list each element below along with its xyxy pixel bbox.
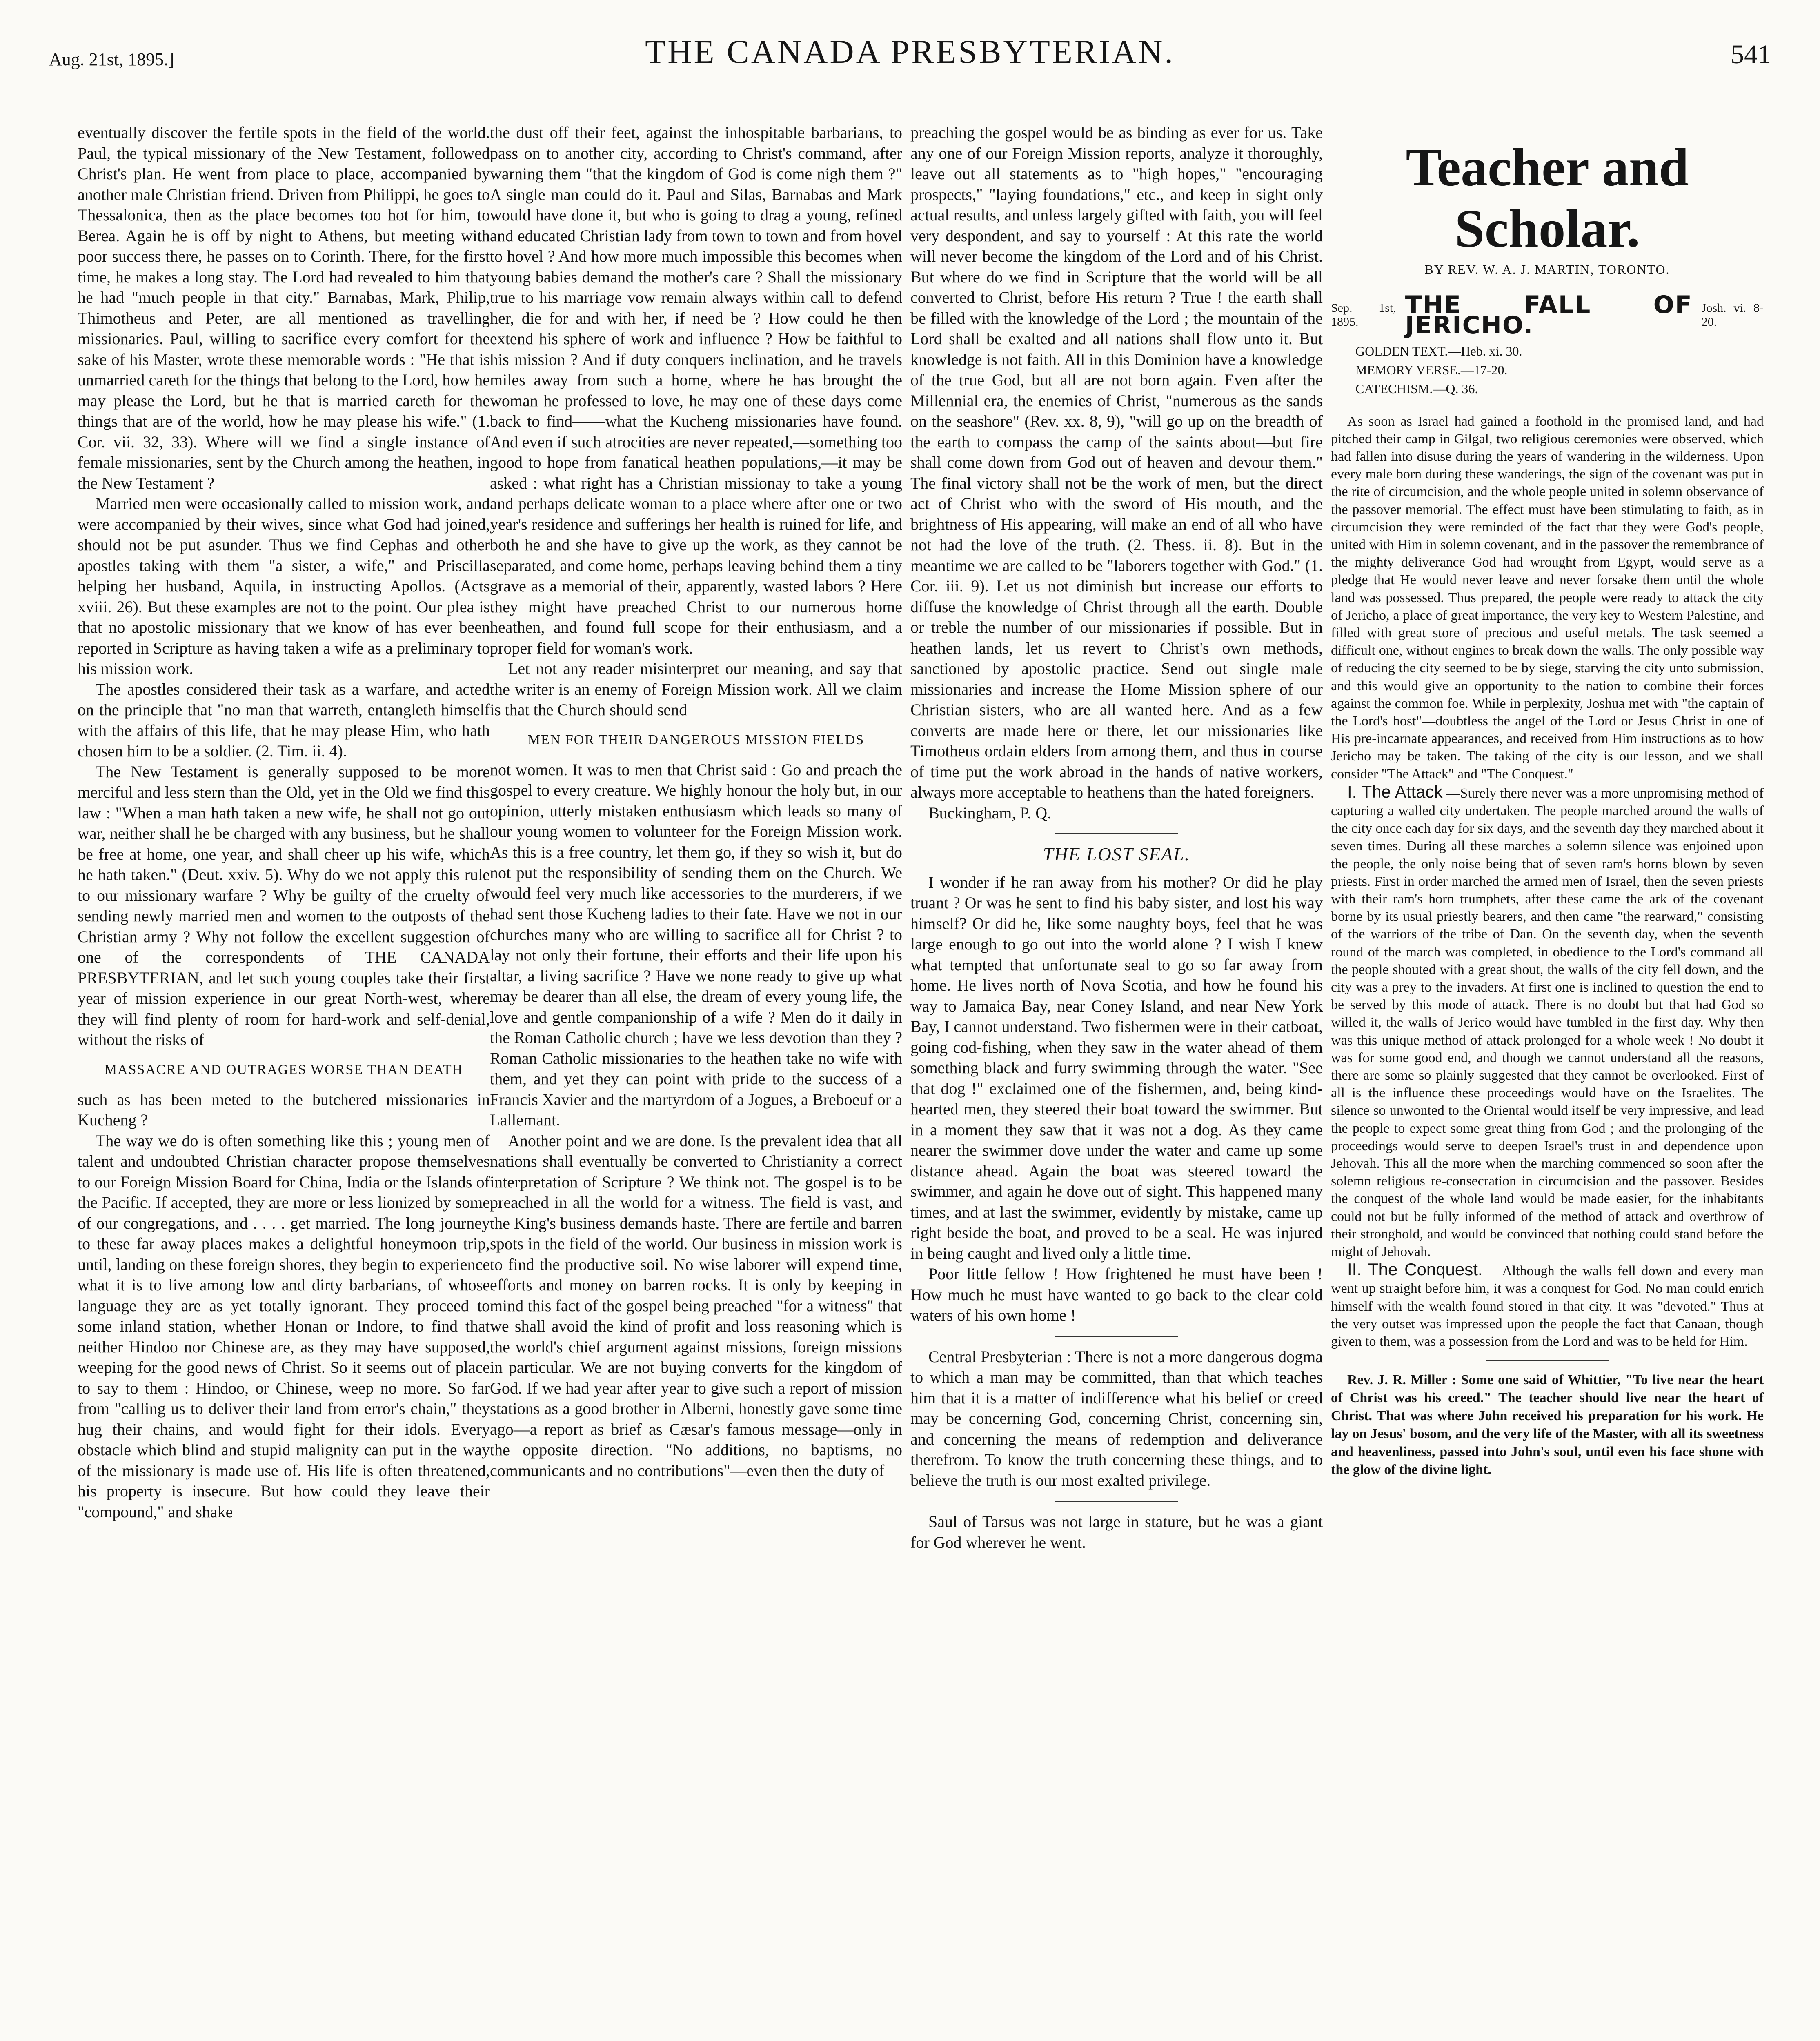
- paragraph: As soon as Israel had gained a foothold in the promised land, and had pitched their camp in Gilgal, two religious ceremonies were observed, which had fallen into disuse during the years of wandering in the wilderness. Upon every male born during these wanderings, the sign of the covenant was put in the rite of circumcision, and the whole people united in solemn observance of the passover memorial. The effect must have been stimulating to faith, as in circumcision they were reminded of the fact that they were God's people, united with Him in solemn covenant, and in the passover the remembrance of the mighty deliverance God had wrought from Egypt, would serve as a pledge that He would never leave and never forsake them until the whole land was possessed. Thus prepared, the people were ready to attack the city of Jericho, a place of great importance, the very key to Western Palestine, and filled with great store of precious and useful metals. The task seemed a difficult one, without engines to break down the walls. The only possible way of reducing the city seemed to be by siege, starving the city unto submission, and this would give an opportunity to the nation to combine their forces against the common foe. While in perplexity, Joshua met with "the captain of the Lord's host"—doubtless the angel of the Lord or Jesus Christ in one of His pre-incarnate appearances, and received from Him instructions as to how Jericho may be taken. The taking of the city is our lesson, and we shall consider "The Attack" and "The Conquest.": [1331, 414, 1764, 782]
- section-title: Teacher and Scholar.: [1406, 137, 1689, 258]
- paragraph: Poor little fellow ! How frightened he must have been ! How much he must have wanted to go back to the clear cold waters of his own home !: [910, 1265, 1323, 1324]
- column-3: [910, 122, 1323, 1553]
- paragraph: such as has been meted to the butchered missionaries in Kucheng ?: [78, 1090, 490, 1129]
- divider: [1055, 1501, 1178, 1502]
- paragraph: Married men were occasionally called to mission work, and were accompanied by their wives, since what God had joined, should not be put asunder. Thus we find Cephas and other apostles taking with them "a sister, a wife," and Priscilla helping her husband, Aquila, in instructing Apollos. (Acts xviii. 26). But these examples are not to the point. Our plea is that no apostolic missionary that we know of has ever been reported in Scripture as having taken a wife as a preliminary to his mission work.: [78, 494, 490, 678]
- lesson-date: Sep. 1st, 1895.: [1331, 301, 1396, 329]
- author-location: Buckingham, P. Q.: [928, 803, 1052, 822]
- lesson-body: [1331, 413, 1764, 1479]
- paragraph: [1331, 1261, 1764, 1350]
- lesson-reference: Josh. vi. 8-20.: [1701, 301, 1764, 329]
- column-4: [1331, 137, 1764, 1479]
- masthead-title: THE CANADA PRESBYTERIAN.: [645, 33, 1175, 70]
- column-2: [490, 122, 902, 1481]
- page-number: 541: [1731, 40, 1771, 69]
- divider: [1055, 833, 1178, 834]
- paragraph: Rev. J. R. Miller : Some one said of Whittier, "To live near the heart of Christ was his creed." The teacher should live near the heart of Christ. That was where John received his preparation for his work. He lay on Jesus' bosom, and the very life of the Master, with all its sweetness and heavenliness, passed into John's soul, until even his face shone with the glow of the divine light.: [1331, 1372, 1764, 1478]
- paragraph-text: —Surely there never was a more unpromising method of capturing a walled city undertaken. The people marched around the walls of the city once each day for six days, and the seventh day they marched about it seven times. During all these marches a solemn silence was enjoined upon the people, the only noise being that of seven ram's horns blown by seven priests. First in order marched the armed men of Israel, then the seven priests with their ram's horn trumphets, after these came the ark of the covenant borne by its usual priestly bearers, and then came "the rearward," consisting of the warriors of the tribe of Dan. On the seventh day, when the seventh round of the march was completed, in obedience to the Lord's command all the people shouted with a great shout, the walls of the city fell down, and the city was a prey to the invaders. At first one is inclined to question the end to be served by this mode of attack. There is no doubt but that had God so willed it, the walls of Jerico would have tumbled in the first day. Why then was this unique method of attack prolonged for a whole week ! No doubt it was for some good end, and though we cannot understand all the reasons, there are some so plainly suggested that they cannot be overlooked. First of all is the influence these proceedings would have on the Israelites. The silence so unwonted to the Oriental would itself be very impressive, and lead the people to expect some great thing from God ; and the prolonging of the proceedings would serve to deepen Israel's trust in and dependence upon Jehovah. This all the more when the marching commenced so soon after the solemn religious re-consecration in circumcision and the passover. Besides the conquest of the whole land would be made easier, for the inhabitants could not but be fully informed of the method of attack and overthrow of their stronghold, and would be convinced that nothing could stand before the might of Jehovah.: [1331, 785, 1764, 1260]
- paragraph: I wonder if he ran away from his mother? Or did he play truant ? Or was he sent to find his baby sister, and lost his way himself? Or did he, like some naughty boys, feel that he was large enough to go out into the world alone ? I wish I knew what tempted that unfortunate seal to go so far away from home. He lives north of Nova Scotia, and how he found his way to Jamaica Bay, near Coney Island, and near New York Bay, I cannot understand. Two fishermen were in their catboat, going cod-fishing, when they saw in the water ahead of them something black and furry swimming through the water. "See that dog !" exclaimed one of the fishermen, and, being kind-hearted men, they steered their boat toward the swimmer. But in a moment they saw that it was not a dog. As they came nearer the swimmer dove under the water and came up some distance ahead. Again the boat was steered toward the swimmer, and again he dove out of sight. This happened many times, and at last the swimmer, evidently by mistake, came up right beside the boat, and proved to be a seal. He was injured in being caught and lived only a little time.: [910, 873, 1323, 1263]
- lesson-title: THE FALL OF JERICHO.: [1405, 290, 1693, 340]
- section-heading: MASSACRE AND OUTRAGES WORSE THAN DEATH: [104, 1062, 463, 1077]
- paragraph: Central Presbyterian : There is not a more dangerous dogma to which a man may be committed, than that which teaches him that it is a matter of indifference what his belief or creed may be concerning God, concerning Christ, concerning sin, and concerning the means of redemption and deliverance therefrom. To know the truth concerning these things, and to believe the truth is our most exalted privilege.: [910, 1347, 1323, 1490]
- paragraph: The apostles considered their task as a warfare, and acted on the principle that "no man that warreth, entangleth himself with the affairs of this life, that he may please Him, who hath chosen him to be a soldier. (2. Tim. ii. 4).: [78, 680, 490, 760]
- subheading: I. The Attack: [1347, 782, 1443, 801]
- article-title: THE LOST SEAL.: [1043, 844, 1190, 865]
- paragraph: The way we do is often something like this ; young men of talent and undoubted Christian character propose themselves to our Foreign Mission Board for China, India or the Islands of the Pacific. If accepted, they are more or less lionized by some of our congregations, and . . . . get married. The long journey to these far away places makes a delightful honeymoon trip, until, landing on these foreign shores, they begin to experience what it is to live among low and dirty barbarians, of whose language they are as yet totally ignorant. They proceed to some inland station, whether Honan or Indore, to find that neither Hindoo nor Chinese are, as they may have supposed, weeping for the good news of Christ. So it seems out of place to say to them : Hindoo, or Chinese, weep no more. So far from "calling us to deliver their land from error's chain," they hug their chains, and would fight for their idols. Every obstacle which blind and stupid malignity can put in the way of the missionary is made use of. His life is often threatened, his property is insecure. But how could they leave their "compound," and shake: [78, 1131, 490, 1521]
- lesson-header: [1331, 290, 1764, 340]
- paragraph: preaching the gospel would be as binding as ever for us. Take any one of our Foreign Mission reports, analyze it thoroughly, leave out all statements as to "high hopes," "encouraging prospects," "laying foundations," etc., and keep in sight only actual results, and unless largely gifted with faith, you will feel very despondent, and say to yourself : At this rate the world will never become the kingdom of the Lord and of his Christ. But where do we find in Scripture that the world will be all converted to Christ, before His return ? True ! the earth shall be filled with the knowledge of the Lord ; the mountain of the Lord shall be exalted and all nations shall flow unto it. But knowledge is not faith. All in this Dominion have a knowledge of the true God, but all are not born again. Even after the Millennial era, the enemies of Christ, "numerous as the sands on the seashore" (Rev. xx. 8, 9), "will go up on the breadth of the earth to compass the camp of the saints about—but fire shall come down from God out of heaven and devour them." The final victory shall not be the work of men, but the direct act of Christ who with the sword of His mouth, and the brightness of His appearing, will make an end of all who have not had the love of the truth. (2. Thess. ii. 8). But in the meantime we are called to be "laborers together with God." (1. Cor. iii. 9). Let us not diminish but increase our efforts to diffuse the knowledge of Christ through all the earth. Double or treble the number of our missionaries if possible. But in heathen lands, let us revert to Christ's own methods, sanctioned by apostolic practice. Send out single male missionaries and increase the Home Mission sphere of our Christian sisters, who are all wanted here. And as a few converts are made here or there, let our missionaries like Timotheus ordain elders from among them, and thus in course of time put the work abroad in the hands of native workers, always more acceptable to heathens than the hated foreigners.: [910, 123, 1323, 801]
- paragraph: The New Testament is generally supposed to be more merciful and less stern than the Old, yet in the Old we find this law : "When a man hath taken a new wife, he shall not go out war, neither shall he be charged with any business, but he shall be free at home, one year, and shall cheer up his wife, which he hath taken." (Deut. xxiv. 5). Why do we not apply this rule to our missionary warfare ? Why be guilty of the cruelty of sending newly married men and women to the outposts of the Christian army ? Why not follow the excellent suggestion of one of the correspondents of THE CANADA PRESBYTERIAN, and let such young couples take their first year of mission experience in our great North-west, where they will find plenty of room for hard-work and self-denial, without the risks of: [78, 762, 490, 1049]
- byline: BY REV. W. A. J. MARTIN, TORONTO.: [1424, 262, 1670, 277]
- paragraph: eventually discover the fertile spots in the field of the world. Paul, the typical missionary of the New Testament, followed Christ's plan. He went from place to place, accompanied by another male Christian friend. Driven from Philippi, he goes to Thessalonica, then as the place becomes too hot for him, to Berea. Again he is off by night to Athens, but meeting with poor success there, he passes on to Corinth. There, for the first time, he makes a long stay. The Lord had revealed to him that he had "much people in that city." Barnabas, Mark, Philip, Thimotheus and Peter, are all mentioned as travelling missionaries. Paul, willing to sacrifice every comfort for the sake of his Master, wrote these memorable words : "He that is unmarried careth for the things that belong to the Lord, how he may please the Lord, but he that is married careth for the things that are of the world, how he may please his wife." (1. Cor. vii. 32, 33). Where will we find a single instance of female missionaries, sent by the Church among the heathen, in the New Testament ?: [78, 123, 490, 492]
- paragraph: Another point and we are done. Is the prevalent idea that all nations shall eventually be converted to Christianity a correct interpretation of Scripture ? We think not. The gospel is to be preached in all the world for a witness. The field is vast, and the King's business demands haste. There are fertile and barren spots in the field of the world. Our business in mission work is to find the productive soil. No wise laborer will expend time, efforts and money on barren rocks. It is only by keeping in mind this fact of the gospel being preached "for a witness" that we shall avoid the kind of profit and loss reasoning which is the world's chief argument against missions, foreign missions in particular. We are not buying converts for the kingdom of God. If we had year after year to give such a report of mission stations as a good brother in Alberni, honestly gave some time ago—a report as brief as Cæsar's famous message—only in the opposite direction. "No additions, no baptisms, no communicants and no contributions"—even then the duty of: [490, 1131, 902, 1480]
- paragraph: [1331, 783, 1764, 1261]
- subheading: II. The Conquest.: [1347, 1260, 1483, 1279]
- section-heading: MEN FOR THEIR DANGEROUS MISSION FIELDS: [527, 732, 865, 747]
- divider: [1486, 1360, 1609, 1361]
- golden-text: GOLDEN TEXT.—Heb. xi. 30.: [1355, 343, 1522, 358]
- memory-verse: MEMORY VERSE.—17-20.: [1355, 362, 1508, 377]
- paragraph: Saul of Tarsus was not large in stature, but he was a giant for God wherever he went.: [910, 1512, 1323, 1552]
- issue-date: Aug. 21st, 1895.]: [49, 49, 174, 69]
- paragraph: the dust off their feet, against the inhospitable barbarians, to pass on to another city, according to Christ's command, after warning them "that the kingdom of God is come nigh them ?" A single man could do it. Paul and Silas, Barnabas and Mark would have done it, but who is going to drag a young, refined and educated Christian lady from town to town and from hovel to hovel ? And how more much impossible this becomes when young babies demand the mother's care ? Shall the missionary true to his marriage vow remain always within call to defend her, die for and with her, if need be ? How could he then extend his sphere of work and influence ? How be faithful to his mission ? And if duty conquers inclination, and he travels miles away from such a home, where he has brought the woman he professed to love, he may one of these days come back to find——what the Kucheng missionaries have found. And even if such atrocities are never repeated,—something too good to hope from fanatical heathen populations,—it may be asked : what right has a Christian missionay to take a young and perhaps delicate woman to a place where after one or two year's residence and sufferings her health is ruined for life, and both he and she have to give up the work, as they cannot be separated, and come home, perhaps leaving behind them a tiny grave as a memorial of their, apparently, wasted labors ? Here they might have preached Christ to our numerous home heathen, and found full scope for their enthusiasm, and a proper field for woman's work.: [490, 123, 902, 657]
- paragraph: not women. It was to men that Christ said : Go and preach the gospel to every creature. We highly honour the holy but, in our opinion, utterly mistaken enthusiasm which leads so many of our young women to volunteer for the Foreign Mission work. As this is a free country, let them go, if they so wish it, but do not put the responsibility of sending them on the Church. We would feel very much like accessories to the murderers, if we had sent those Kucheng ladies to their fate. Have we not in our churches many who are willing to sacrifice all for Christ ? to lay not only their fortune, their efforts and their life upon his altar, a living sacrifice ? Have we none ready to give up what may be dearer than all else, the dream of every young life, the love and gentle companionship of a wife ? Men do it daily in the Roman Catholic church ; have we less devotion than they ? Roman Catholic missionaries to the heathen take no wife with them, and yet they can point with pride to the success of a Francis Xavier and the martyrdom of a Jogues, a Breboeuf or a Lallemant.: [490, 760, 902, 1129]
- paragraph-text: —Although the walls fell down and every man went up straight before him, it was a conquest for God. No man could enrich himself with the wealth found stored in that city. It was "devoted." Thus at the very outset was impressed upon the people the fact that Canaan, though given to them, was a possession from the Lord and was to be held for Him.: [1331, 1263, 1764, 1350]
- divider: [1055, 1336, 1178, 1337]
- paragraph: Let not any reader misinterpret our meaning, and say that the writer is an enemy of Foreign Mission work. All we claim is that the Church should send: [490, 659, 902, 719]
- catechism: CATECHISM.—Q. 36.: [1355, 381, 1478, 396]
- column-1: [78, 122, 490, 1522]
